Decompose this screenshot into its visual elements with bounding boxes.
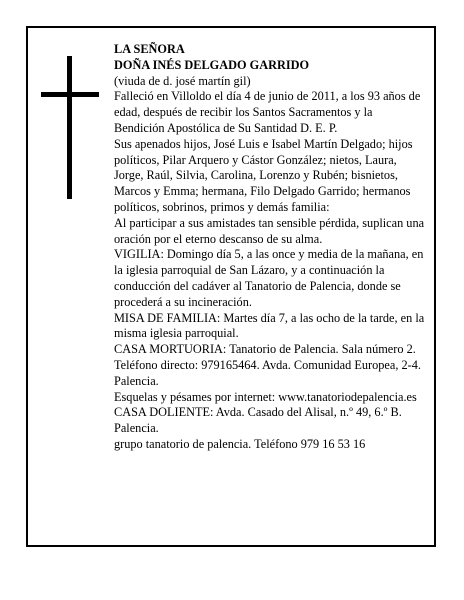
funeral-group-phone: grupo tanatorio de palencia. Teléfono 979 16 53 16: [114, 436, 366, 451]
family-mass-info: MISA DE FAMILIA: Martes día 7, a las ocho de la tarde, en la misma iglesia parroquial.: [114, 310, 425, 341]
notice-text: [114, 42, 426, 453]
cross-vertical-bar: [67, 56, 72, 199]
latin-cross-icon: [41, 56, 99, 199]
internet-condolences: Esquelas y pésames por internet: www.tanatoriodepalencia.es: [114, 389, 417, 404]
deceased-name: DOÑA INÉS DELGADO GARRIDO: [114, 57, 310, 72]
death-announcement: Falleció en Villoldo el día 4 de junio de 2011, a los 93 años de edad, después de recibir los Santos Sacramentos y la Bendición Apostólica de Su Santidad D. E. P.: [114, 89, 421, 135]
obituary-notice: [26, 26, 436, 547]
widow-of-line: (viuda de d. josé martín gil): [114, 73, 251, 88]
prayer-request: Al participar a sus amistades tan sensible pérdida, suplican una oración por el eterno descanso de su alma.: [114, 215, 425, 246]
vigil-info: VIGILIA: Domingo día 5, a las once y media de la mañana, en la iglesia parroquial de San Lázaro, y a continuación la conducción del cadáver al Tanatorio de Palencia, donde se procederá a su incineración.: [114, 247, 424, 309]
funeral-home-info: CASA MORTUORIA: Tanatorio de Palencia. Sala número 2. Teléfono directo: 979165464. Avda. Comunidad Europea, 2-4. Palencia.: [114, 342, 421, 388]
family-home-address: CASA DOLIENTE: Avda. Casado del Alisal, n.º 49, 6.º B. Palencia.: [114, 405, 402, 436]
honorific: LA SEÑORA: [114, 42, 185, 56]
cross-horizontal-bar: [41, 92, 99, 97]
mourners-list: Sus apenados hijos, José Luis e Isabel Martín Delgado; hijos políticos, Pilar Arquero y Cástor González; nietos, Laura, Jorge, Raúl, Silvia, Carolina, Lorenzo y Rubén; bisnietos, Marcos y Emma; hermana, Filo Delgado Garrido; hermanos políticos, sobrinos, primos y demás familia:: [114, 136, 413, 214]
